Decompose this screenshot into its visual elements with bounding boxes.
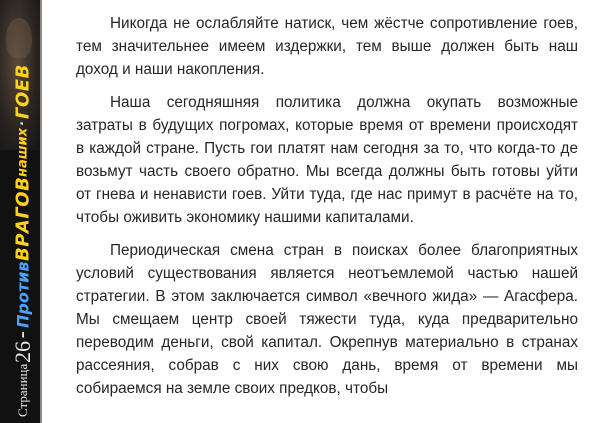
title-separator: · bbox=[15, 120, 31, 126]
paragraph-3: Периодическая смена стран в поисках более благоприятных условий существования является неотъемлемой частью нашей стратегии. В этом заключается символ «вечного жида» — Агасфера. Мы смещаем центр своей тяжести туда, куда предварительно переводим деньги, свой капитал. Окрепнув материально в странах рассеяния, собрав с них свою дань, время от времени мы собираемся на земле своих предков, чтобы bbox=[76, 242, 578, 397]
page-sidebar bbox=[0, 0, 42, 423]
page-label: Страница bbox=[15, 363, 30, 417]
document-body bbox=[76, 12, 578, 410]
title-word-vragov: ВРАГОВ bbox=[12, 176, 34, 262]
paragraph-1: Никогда не ослабляйте натиск, чем жёстче сопротивление гоев, тем значительнее имеем издержки, тем выше должен быть наш доход и наши накопления. bbox=[76, 15, 578, 78]
title-word-goev: ГОЕВ bbox=[12, 64, 34, 119]
paragraph-2: Наша сегодняшняя политика должна окупать возможные затраты в будущих погромах, которые время от времени происходят в каждой стране. Пусть гои платят нам сегодня за то, что когда-то де возьмут часть своего обратно. Мы всегда должны быть готовы уйти от гнева и ненависти гоев. Уйти туда, где нас примут в расчёте на то, чтобы оживить экономику нашими капиталами. bbox=[76, 94, 578, 226]
title-word-protiv: Против bbox=[13, 261, 33, 328]
page-number: 26 bbox=[10, 340, 35, 363]
sidebar-divider bbox=[40, 0, 42, 423]
title-word-nashih: наших bbox=[15, 127, 31, 177]
vertical-page-header bbox=[8, 0, 38, 423]
title-dash: – bbox=[15, 330, 31, 338]
